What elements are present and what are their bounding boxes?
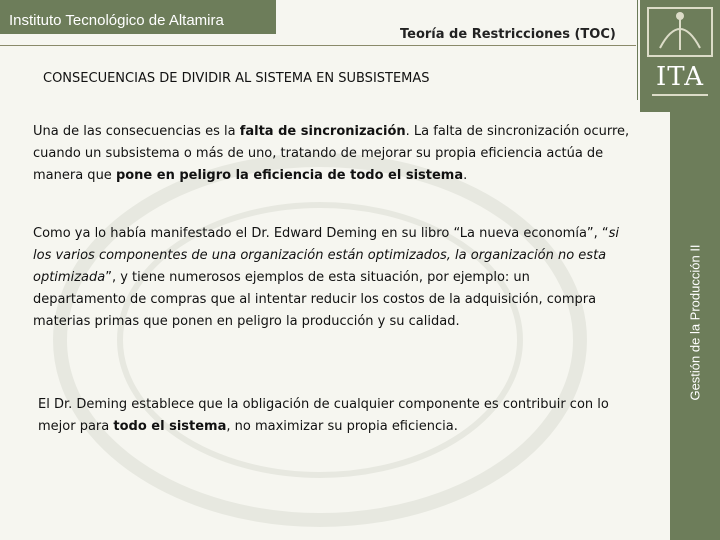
institution-name: Instituto Tecnológico de Altamira	[9, 12, 224, 29]
p2-quote: si los varios componentes de una organización están optimizados, la organización no esta optimizada	[33, 226, 620, 285]
institution-banner	[0, 0, 276, 34]
p3-bold-1: todo el sistema	[113, 419, 227, 434]
vertical-divider	[637, 0, 638, 100]
header-divider	[0, 45, 636, 46]
paragraph-3	[38, 394, 628, 438]
p1-text-3: .	[463, 168, 468, 183]
logo-underline	[652, 94, 708, 96]
section-title: CONSECUENCIAS DE DIVIDIR AL SISTEMA EN SUBSISTEMAS	[43, 71, 430, 86]
leaf-emblem-icon	[640, 0, 720, 60]
logo-text: ITA	[656, 62, 704, 92]
p2-text-2: ”, y tiene numerosos ejemplos de esta situación, por ejemplo: un departamento de compras que al intentar reducir los costos de la adquisición, compra materias primas que ponen en peligro la producción y su calidad.	[33, 270, 597, 329]
p2-text-1: Como ya lo había manifestado el Dr. Edward Deming en su libro “La nueva economía”, “	[33, 226, 609, 241]
p3-text-2: , no maximizar su propia eficiencia.	[226, 419, 458, 434]
p1-bold-2: pone en peligro la eficiencia de todo el sistema	[115, 168, 464, 183]
p1-bold-1: falta de sincronización	[239, 124, 406, 139]
paragraph-1	[33, 121, 633, 187]
course-label: Gestión de la Producción II	[687, 244, 703, 401]
topic-title: Teoría de Restricciones (TOC)	[400, 27, 616, 42]
p1-text-2: . La falta de sincronización ocurre, cuando un subsistema o más de uno, tratando de mejorar su propia eficiencia actúa de manera que	[33, 124, 630, 183]
ita-logo	[640, 0, 720, 112]
p1-text-1: Una de las consecuencias es la	[33, 124, 240, 139]
paragraph-2	[33, 223, 623, 333]
p3-text-1: El Dr. Deming establece que la obligación de cualquier componente es contribuir con lo mejor para	[38, 397, 609, 434]
watermark-seal-icon	[40, 150, 600, 530]
